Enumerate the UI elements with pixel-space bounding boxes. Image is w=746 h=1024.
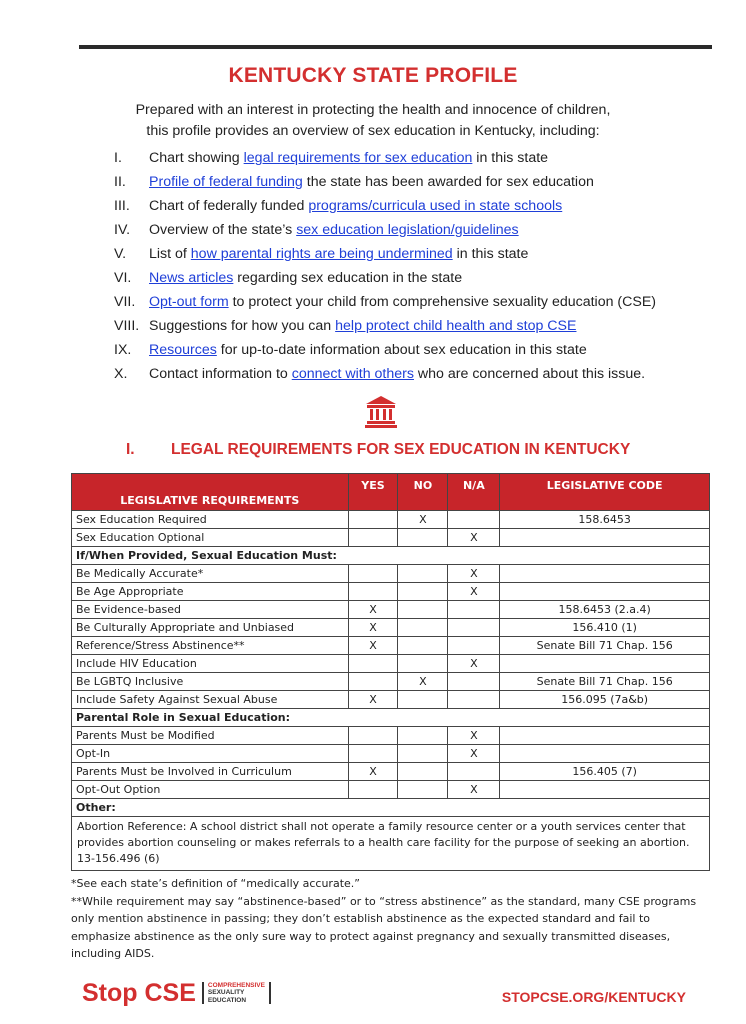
toc-link[interactable]: Profile of federal funding [149, 174, 303, 190]
no-cell [398, 745, 448, 763]
section-label: Parental Role in Sexual Education: [72, 709, 710, 727]
logo-tagline [202, 982, 271, 1005]
toc-text [149, 196, 562, 220]
abortion-reference-note: Abortion Reference: A school district shall not operate a family resource center or a youth services center that provides abortion counseling or makes referrals to a health care facility for the purpose of seeking an abortion. 13-156.496 (6) [72, 817, 710, 871]
requirement-label: Parents Must be Involved in Curriculum [72, 763, 349, 781]
header-code: LEGISLATIVE CODE [500, 474, 710, 511]
table-note-row [72, 817, 710, 871]
toc-number: II. [114, 174, 126, 190]
no-cell [398, 691, 448, 709]
no-cell [398, 763, 448, 781]
toc-text-after: to protect your child from comprehensive sexuality education (CSE) [228, 294, 657, 310]
na-cell: X [448, 727, 500, 745]
no-cell: X [398, 511, 448, 529]
legal-requirements-table [71, 473, 710, 871]
table-header-row [72, 474, 710, 511]
yes-cell [348, 781, 398, 799]
toc-text-after: for up-to-date information about sex education in this state [216, 342, 587, 358]
table-row [72, 745, 710, 763]
no-cell [398, 727, 448, 745]
yes-cell [348, 745, 398, 763]
table-row [72, 529, 710, 547]
toc-text-after: who are concerned about this issue. [413, 366, 646, 382]
section-title: LEGAL REQUIREMENTS FOR SEX EDUCATION IN KENTUCKY [171, 441, 631, 458]
table-row [72, 691, 710, 709]
toc-link[interactable]: News articles [149, 270, 234, 286]
header-requirements: LEGISLATIVE REQUIREMENTS [72, 474, 349, 511]
toc-item [114, 196, 714, 220]
no-cell [398, 601, 448, 619]
code-cell [500, 655, 710, 673]
intro-line-2: this profile provides an overview of sex education in Kentucky, including: [146, 123, 600, 139]
website-link[interactable]: STOPCSE.ORG/KENTUCKY [501, 989, 686, 1005]
stop-cse-logo [82, 978, 271, 1008]
no-cell [398, 781, 448, 799]
toc-item [114, 220, 714, 244]
footnote-2: **While requirement may say “abstinence-based” or to “stress abstinence” as the standard, many CSE programs only mention abstinence in passing; they don’t establish abstinence as the expected standard and fail to emphasize abstinence as the only sure way to protect against pregnancy and sexually transmitted diseases, including AIDS. [71, 894, 697, 960]
na-cell: X [448, 583, 500, 601]
toc-text [149, 316, 576, 340]
table-row [72, 673, 710, 691]
requirement-label: Be LGBTQ Inclusive [72, 673, 349, 691]
na-cell: X [448, 745, 500, 763]
code-cell: 156.410 (1) [500, 619, 710, 637]
toc-link[interactable]: Opt-out form [149, 294, 229, 310]
requirement-label: Opt-In [72, 745, 349, 763]
na-cell: X [448, 565, 500, 583]
logo-line-1: COMPREHENSIVE [207, 981, 265, 989]
toc-text-before: Overview of the state’s [149, 222, 297, 238]
na-cell [448, 601, 500, 619]
yes-cell [348, 565, 398, 583]
table-row [72, 511, 710, 529]
toc-text [149, 172, 594, 196]
toc-number: X. [114, 366, 128, 382]
toc-text-before: List of [149, 246, 191, 262]
no-cell [398, 583, 448, 601]
toc-text [149, 220, 519, 244]
requirement-label: Parents Must be Modified [72, 727, 349, 745]
section-label: Other: [72, 799, 710, 817]
requirement-label: Be Medically Accurate* [72, 565, 349, 583]
toc-text [149, 364, 645, 388]
table-row [72, 583, 710, 601]
requirement-label: Include HIV Education [72, 655, 349, 673]
toc-text-before: Suggestions for how you can [149, 318, 336, 334]
table-row [72, 781, 710, 799]
table-row [72, 763, 710, 781]
na-cell [448, 691, 500, 709]
toc-item [114, 148, 714, 172]
na-cell: X [448, 655, 500, 673]
toc-number: VI. [114, 270, 132, 286]
toc-number: VIII. [114, 318, 140, 334]
no-cell [398, 619, 448, 637]
toc-item [114, 268, 714, 292]
requirement-label: Sex Education Optional [72, 529, 349, 547]
yes-cell [348, 655, 398, 673]
toc-link[interactable]: how parental rights are being undermined [190, 246, 453, 262]
na-cell: X [448, 529, 500, 547]
toc-text-after: the state has been awarded for sex education [302, 174, 594, 190]
intro-text [0, 100, 746, 142]
table-row [72, 727, 710, 745]
no-cell [398, 529, 448, 547]
logo-line-3: EDUCATION [207, 996, 247, 1004]
header-no: NO [398, 474, 448, 511]
table-section-row [72, 547, 710, 565]
code-cell: 158.6453 (2.a.4) [500, 601, 710, 619]
page-title: KENTUCKY STATE PROFILE [228, 64, 518, 87]
toc-link[interactable]: legal requirements for sex education [243, 150, 473, 166]
header-na: N/A [448, 474, 500, 511]
toc-item [114, 316, 714, 340]
toc-text-after: in this state [472, 150, 549, 166]
table-row [72, 565, 710, 583]
no-cell [398, 655, 448, 673]
toc-item [114, 244, 714, 268]
toc-text [149, 292, 656, 316]
toc-item [114, 364, 714, 388]
logo-wordmark: Stop CSE [82, 978, 196, 1007]
toc-number: IV. [114, 222, 131, 238]
yes-cell [348, 583, 398, 601]
no-cell [398, 637, 448, 655]
code-cell: 158.6453 [500, 511, 710, 529]
toc-number: IX. [114, 342, 132, 358]
yes-cell [348, 511, 398, 529]
intro-line-1: Prepared with an interest in protecting the health and innocence of children, [135, 102, 611, 118]
header-yes: YES [348, 474, 398, 511]
na-cell [448, 637, 500, 655]
toc-text [149, 148, 548, 172]
toc-link[interactable]: help protect child health and stop CSE [335, 318, 577, 334]
toc-text-before: Chart showing [149, 150, 244, 166]
toc-text-after: regarding sex education in the state [233, 270, 463, 286]
yes-cell [348, 673, 398, 691]
yes-cell [348, 529, 398, 547]
code-cell [500, 583, 710, 601]
yes-cell: X [348, 619, 398, 637]
requirement-label: Sex Education Required [72, 511, 349, 529]
toc-text-after: in this state [452, 246, 529, 262]
table-row [72, 619, 710, 637]
requirement-label: Be Evidence-based [72, 601, 349, 619]
toc-number: III. [114, 198, 130, 214]
no-cell [398, 565, 448, 583]
code-cell: Senate Bill 71 Chap. 156 [500, 673, 710, 691]
yes-cell: X [348, 637, 398, 655]
yes-cell: X [348, 691, 398, 709]
no-cell: X [398, 673, 448, 691]
toc-text [149, 268, 462, 292]
yes-cell: X [348, 601, 398, 619]
table-section-row [72, 799, 710, 817]
toc-number: I. [114, 150, 122, 166]
yes-cell [348, 727, 398, 745]
yes-cell: X [348, 763, 398, 781]
capitol-building-icon [364, 394, 398, 428]
footnote-1: *See each state’s definition of “medically accurate.” [71, 877, 360, 890]
code-cell [500, 781, 710, 799]
section-label: If/When Provided, Sexual Education Must: [72, 547, 710, 565]
section-number: I. [126, 441, 135, 458]
toc-text [149, 340, 587, 364]
toc-item [114, 340, 714, 364]
code-cell [500, 727, 710, 745]
na-cell [448, 511, 500, 529]
code-cell [500, 565, 710, 583]
code-cell: Senate Bill 71 Chap. 156 [500, 637, 710, 655]
code-cell: 156.405 (7) [500, 763, 710, 781]
toc-text-before: Contact information to [149, 366, 292, 382]
requirement-label: Be Culturally Appropriate and Unbiased [72, 619, 349, 637]
toc-link[interactable]: programs/curricula used in state schools [308, 198, 563, 214]
table-row [72, 637, 710, 655]
code-cell [500, 745, 710, 763]
toc-number: VII. [114, 294, 136, 310]
toc-text-before: Chart of federally funded [149, 198, 309, 214]
toc-text [149, 244, 528, 268]
code-cell [500, 529, 710, 547]
toc-link[interactable]: connect with others [291, 366, 414, 382]
na-cell [448, 619, 500, 637]
code-cell: 156.095 (7a&b) [500, 691, 710, 709]
requirement-label: Opt-Out Option [72, 781, 349, 799]
toc-link[interactable]: Resources [149, 342, 217, 358]
toc-number: V. [114, 246, 127, 262]
table-row [72, 655, 710, 673]
logo-line-2: SEXUALITY [207, 989, 245, 997]
na-cell [448, 763, 500, 781]
toc-link[interactable]: sex education legislation/guidelines [296, 222, 519, 238]
na-cell [448, 673, 500, 691]
table-row [72, 601, 710, 619]
toc-item [114, 292, 714, 316]
table-of-contents [114, 148, 714, 388]
na-cell: X [448, 781, 500, 799]
requirement-label: Include Safety Against Sexual Abuse [72, 691, 349, 709]
requirement-label: Reference/Stress Abstinence** [72, 637, 349, 655]
footnotes [71, 875, 711, 963]
top-rule [79, 45, 712, 49]
table-section-row [72, 709, 710, 727]
toc-item [114, 172, 714, 196]
requirement-label: Be Age Appropriate [72, 583, 349, 601]
